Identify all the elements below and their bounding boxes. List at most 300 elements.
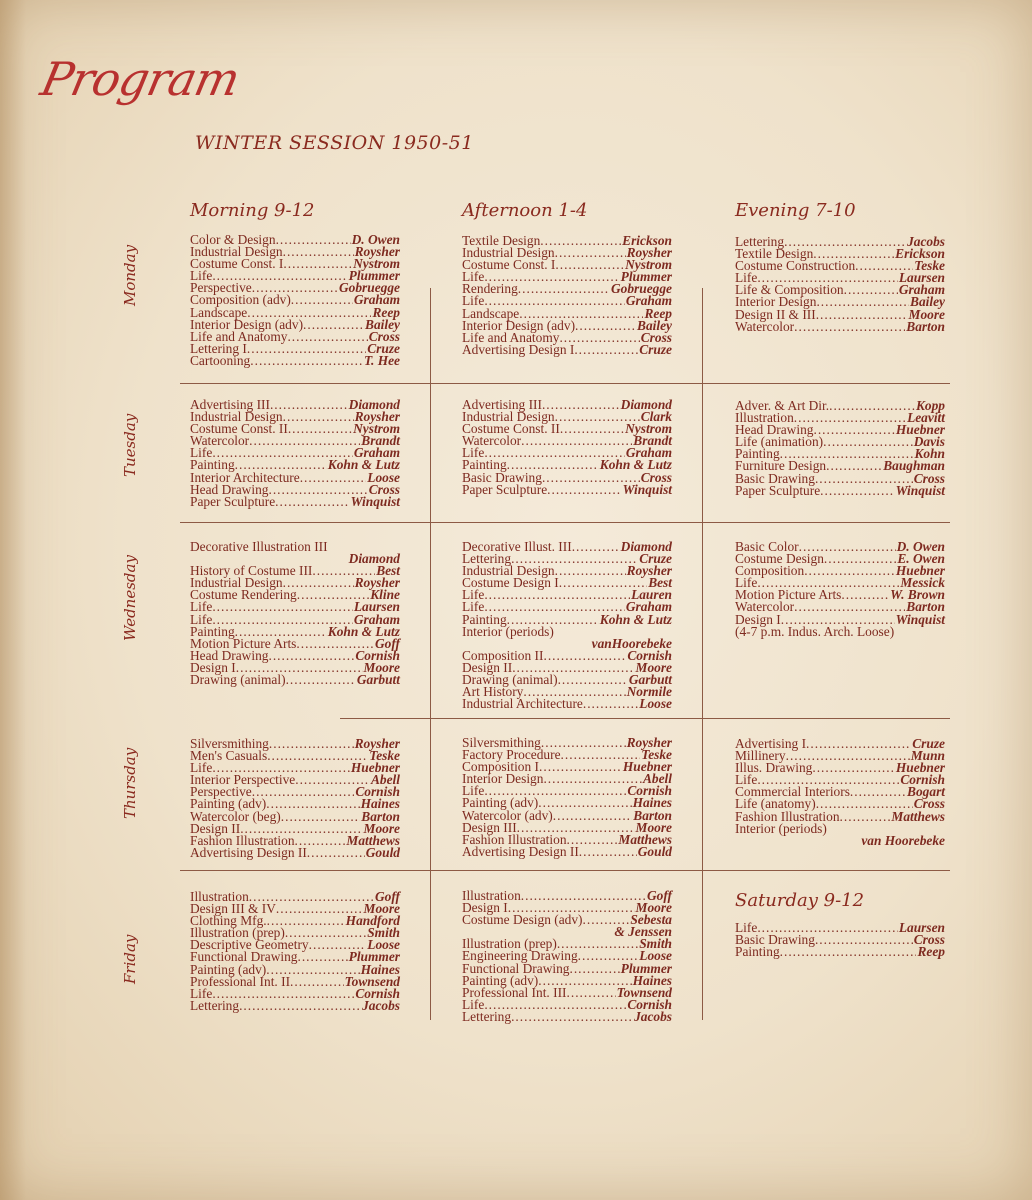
course-name: Design II: [462, 659, 513, 675]
course-name: Landscape: [190, 304, 248, 320]
course-name: Paper Sculpture: [190, 493, 276, 509]
cell-friday-afternoon: [462, 890, 672, 1023]
course-name: Perspective: [190, 784, 252, 800]
dot-leader: [558, 674, 628, 686]
dot-leader: [287, 331, 367, 343]
course-name: Textile Design: [462, 233, 541, 248]
instructor-name: Cornish: [355, 784, 400, 800]
course-name: Advertising I: [735, 736, 807, 751]
dot-leader: [816, 296, 909, 308]
dot-leader: [804, 565, 895, 577]
divider-vertical: [430, 718, 431, 870]
instructor-name: Davis: [913, 434, 945, 450]
cell-monday-afternoon: [462, 235, 672, 356]
course-name: Lettering I: [190, 340, 247, 356]
course-row: [462, 341, 672, 357]
instructor-name: Winquist: [895, 482, 945, 498]
instructor-name: Plummer: [620, 269, 672, 285]
instructor-name: Jacobs: [907, 234, 945, 249]
dot-leader: [247, 343, 366, 355]
instructor-name: Kohn & Lutz: [327, 457, 400, 473]
course-name: Composition II: [462, 647, 544, 663]
course-name: Life: [462, 599, 485, 615]
instructor-name: Clark: [640, 409, 672, 425]
instructor-name: D. Owen: [351, 232, 400, 247]
dot-leader: [239, 1000, 361, 1012]
instructor-name: Cornish: [627, 783, 672, 799]
course-name: Industrial Design: [190, 575, 283, 591]
dot-leader: [539, 761, 622, 773]
dot-leader: [823, 436, 913, 448]
dot-leader: [572, 541, 620, 553]
dot-leader: [813, 424, 894, 436]
instructor-name: D. Owen: [896, 539, 945, 554]
course-name: Fashion Illustration: [735, 808, 840, 824]
course-name: Fashion Illustration: [190, 832, 295, 848]
dot-leader: [583, 698, 638, 710]
course-name: Decorative Illust. III: [462, 539, 572, 554]
course-row: [190, 674, 400, 686]
course-name: Millinery: [735, 748, 786, 764]
instructor-name: Barton: [906, 599, 945, 615]
instructor-name: Huebner: [622, 759, 672, 775]
instructor-name: Huebner: [895, 760, 945, 776]
dot-leader: [521, 435, 632, 447]
course-name: Interior Design (adv): [190, 316, 304, 332]
dot-leader: [212, 601, 353, 613]
session-heading: WINTER SESSION 1950-51: [195, 132, 474, 154]
course-name: Life: [735, 270, 758, 286]
instructor-name: Goff: [646, 888, 672, 903]
course-name: Life: [735, 575, 758, 591]
divider-vertical: [430, 522, 431, 718]
instructor-name: Barton: [633, 807, 672, 823]
instructor-name: Best: [648, 575, 672, 591]
column-header-morning: Morning 9-12: [190, 200, 315, 221]
day-label-monday: Monday: [121, 244, 139, 306]
instructor-name: Cornish: [627, 647, 672, 663]
instructor-name: Moore: [908, 306, 945, 322]
course-row: [190, 493, 400, 509]
course-name: Functional Drawing: [462, 960, 570, 976]
course-name: Life: [190, 445, 213, 461]
instructor-name: Townsend: [344, 973, 400, 989]
course-row: [735, 623, 945, 639]
dot-leader: [275, 496, 349, 508]
instructor-name: Moore: [363, 659, 400, 675]
course-name: Life and Anatomy: [462, 329, 560, 345]
dot-leader: [829, 400, 915, 412]
course-name: Painting: [190, 457, 235, 473]
course-row: [735, 318, 945, 334]
instructor-name: Abell: [370, 772, 400, 788]
instructor-name: Cross: [640, 329, 672, 345]
course-name: Silversmithing: [190, 736, 269, 751]
instructor-name: Goff: [374, 635, 400, 651]
course-name: Industrial Design: [462, 245, 555, 261]
course-name: Interior Design: [735, 294, 817, 310]
course-name: Industrial Design: [190, 409, 283, 425]
course-name: Industrial Design: [462, 563, 555, 579]
cell-saturday-morning: [735, 922, 945, 958]
course-name: Life: [462, 783, 485, 799]
course-name: Life: [735, 920, 758, 935]
instructor-name: Lauren: [631, 587, 672, 603]
dot-leader: [249, 435, 360, 447]
course-name: Watercolor (adv): [462, 807, 553, 823]
course-name: Life and Anatomy: [190, 328, 288, 344]
instructor-name: Bogart: [907, 784, 945, 800]
instructor-name: Roysher: [354, 409, 400, 425]
instructor-name: Normile: [626, 684, 672, 700]
course-name: Industrial Design: [190, 244, 283, 260]
dot-leader: [794, 321, 905, 333]
course-name: Composition: [735, 563, 805, 579]
dot-leader: [543, 650, 626, 662]
dot-leader: [547, 484, 621, 496]
instructor-name: Cornish: [355, 647, 400, 663]
course-name: Costume Const. I: [190, 256, 284, 272]
instructor-name: Graham: [898, 282, 945, 298]
course-name: Descriptive Geometry: [190, 937, 309, 953]
course-name: Interior (periods): [462, 623, 554, 639]
instructor-name: vanHoorebeke: [591, 635, 672, 651]
course-name: Costume Const. I: [462, 257, 556, 273]
dot-leader: [574, 344, 638, 356]
course-name: Silversmithing: [462, 735, 541, 750]
dot-leader: [560, 423, 624, 435]
instructor-name: Cruze: [367, 340, 400, 356]
course-name: Life: [190, 268, 213, 284]
course-name: Industrial Design: [462, 409, 555, 425]
divider-vertical: [702, 522, 703, 718]
instructor-name: Graham: [353, 292, 400, 308]
course-name: Life: [190, 760, 213, 776]
dot-leader: [276, 234, 351, 246]
instructor-name: Plummer: [348, 268, 400, 284]
course-name: Paper Sculpture: [462, 481, 548, 497]
program-title: Program: [36, 52, 244, 106]
course-name: Painting (adv): [462, 795, 539, 811]
instructor-name: Huebner: [895, 422, 945, 438]
dot-leader: [288, 423, 352, 435]
course-name: Lettering: [190, 997, 240, 1013]
course-name: Motion Picture Arts: [735, 587, 842, 603]
course-name: Functional Drawing: [190, 949, 298, 965]
course-name: Watercolor: [190, 433, 250, 449]
course-name: Painting: [735, 944, 780, 960]
instructor-name: Matthews: [346, 832, 400, 848]
dot-leader: [841, 589, 889, 601]
course-name: Lettering: [462, 1008, 512, 1024]
instructor-name: Roysher: [626, 735, 672, 750]
instructor-name: Haines: [360, 961, 400, 977]
instructor-name: Gobruegge: [339, 280, 400, 296]
column-header-afternoon: Afternoon 1-4: [462, 200, 588, 221]
course-name: Life: [190, 611, 213, 627]
dot-leader: [816, 309, 908, 321]
dot-leader: [820, 485, 894, 497]
course-name: Head Drawing: [735, 422, 814, 438]
instructor-name: Cruze: [639, 551, 672, 567]
course-name: Perspective: [190, 280, 252, 296]
instructor-name: Graham: [625, 445, 672, 461]
course-name: Basic Color: [735, 539, 799, 554]
instructor-name: Goff: [374, 889, 400, 904]
instructor-name: Cross: [368, 481, 400, 497]
cell-thursday-morning: [190, 738, 400, 859]
instructor-name: Plummer: [348, 949, 400, 965]
course-name: Clothing Mfg.: [190, 913, 267, 929]
instructor-name: Cross: [913, 796, 945, 812]
course-name: Illus. Drawing: [735, 760, 813, 776]
course-name: Interior Perspective: [190, 772, 296, 788]
dot-leader: [569, 963, 619, 975]
instructor-name: Haines: [632, 972, 672, 988]
instructor-name: Gobruegge: [611, 281, 672, 297]
dot-leader: [291, 294, 353, 306]
dot-leader: [553, 810, 633, 822]
course-name: Design II & III: [735, 306, 816, 322]
cell-wednesday-evening: [735, 541, 945, 638]
divider-vertical: [702, 383, 703, 523]
course-name: Life: [462, 587, 485, 603]
course-name: Costume Design: [735, 551, 824, 567]
course-name: Painting (adv): [190, 961, 267, 977]
cell-tuesday-afternoon: [462, 399, 672, 496]
instructor-name: Reep: [372, 304, 400, 320]
instructor-name: Nystrom: [625, 421, 672, 437]
divider-vertical: [702, 870, 703, 1020]
instructor-name: Smith: [639, 936, 672, 952]
course-name: Painting (adv): [462, 972, 539, 988]
instructor-name: Bailey: [910, 294, 945, 310]
course-row: [735, 832, 945, 848]
instructor-name: Cruze: [912, 736, 945, 751]
divider-vertical: [702, 718, 703, 870]
course-name: Painting: [462, 611, 507, 627]
course-name: Costume Const. II: [190, 421, 288, 437]
instructor-name: van Hoorebeke: [861, 832, 945, 848]
instructor-name: Munn: [910, 748, 945, 764]
dot-leader: [826, 460, 882, 472]
course-name: Commercial Interiors: [735, 784, 850, 800]
instructor-name: Winquist: [622, 481, 672, 497]
course-name: Costume Design I: [462, 575, 559, 591]
cell-wednesday-afternoon: [462, 541, 672, 710]
course-name: Painting: [735, 446, 780, 462]
instructor-name: Garbutt: [356, 672, 400, 688]
course-name: Decorative Illustration III: [190, 539, 328, 554]
course-name: Painting (adv): [190, 796, 267, 812]
divider-vertical: [702, 288, 703, 383]
instructor-name: Huebner: [350, 760, 400, 776]
saturday-heading: Saturday 9-12: [735, 890, 865, 911]
instructor-name: Haines: [360, 796, 400, 812]
instructor-name: Cornish: [627, 996, 672, 1012]
column-header-evening: Evening 7-10: [735, 200, 856, 221]
course-name: Paper Sculpture: [735, 482, 821, 498]
course-name: Cartooning: [190, 352, 251, 368]
instructor-name: Moore: [363, 901, 400, 917]
instructor-name: Teske: [369, 748, 400, 764]
divider-horizontal: [180, 383, 950, 384]
instructor-name: Cross: [913, 932, 945, 948]
course-name: Motion Picture Arts: [190, 635, 297, 651]
course-row: [190, 352, 400, 368]
instructor-name: Cross: [368, 328, 400, 344]
course-name: Advertising Design I: [462, 341, 575, 357]
instructor-name: Cross: [640, 469, 672, 485]
course-name: Life: [735, 772, 758, 788]
instructor-name: Reep: [644, 305, 672, 321]
instructor-name: Brandt: [361, 433, 400, 449]
divider-vertical: [430, 383, 431, 523]
course-name: Lettering: [462, 551, 512, 567]
course-name: Furniture Design: [735, 458, 827, 474]
divider-horizontal: [180, 870, 950, 871]
instructor-name: Kline: [370, 587, 400, 603]
course-name: Interior Design: [462, 771, 544, 787]
instructor-name: Kohn & Lutz: [599, 457, 672, 473]
dot-leader: [300, 472, 367, 484]
instructor-name: Graham: [625, 293, 672, 309]
instructor-name: Jacobs: [362, 997, 400, 1013]
dot-leader: [521, 890, 646, 902]
course-name: Watercolor: [735, 599, 795, 615]
instructor-name: Graham: [353, 611, 400, 627]
course-name: Basic Drawing: [735, 470, 815, 486]
dot-leader: [824, 553, 896, 565]
dot-leader: [303, 319, 364, 331]
instructor-name: Bailey: [365, 316, 400, 332]
dot-leader: [250, 355, 363, 367]
cell-thursday-evening: [735, 738, 945, 847]
dot-leader: [806, 738, 911, 750]
instructor-name: Laursen: [898, 920, 945, 935]
course-name: Life (animation): [735, 434, 824, 450]
course-row: [462, 843, 672, 859]
dot-leader: [850, 786, 906, 798]
course-name: Design I: [735, 611, 781, 627]
course-name: Rendering: [462, 281, 518, 297]
course-name: Interior Design (adv): [462, 317, 576, 333]
dot-leader: [252, 786, 355, 798]
course-name: Design III & IV: [190, 901, 276, 917]
course-name: Design I: [462, 900, 508, 916]
course-name: Interior Architecture: [190, 469, 300, 485]
instructor-name: Cross: [913, 470, 945, 486]
dot-leader: [283, 411, 354, 423]
instructor-name: Jacobs: [634, 1008, 672, 1024]
instructor-name: E. Owen: [897, 551, 945, 567]
divider-horizontal: [180, 522, 950, 523]
dot-leader: [268, 650, 354, 662]
instructor-name: Best: [376, 563, 400, 579]
course-name: Design II: [190, 820, 241, 836]
instructor-name: Cornish: [355, 985, 400, 1001]
course-name: Composition (adv): [190, 292, 291, 308]
dot-leader: [511, 1011, 633, 1023]
instructor-name: Barton: [906, 318, 945, 334]
divider-vertical: [430, 870, 431, 1020]
dot-leader: [840, 811, 891, 823]
dot-leader: [794, 601, 905, 613]
dot-leader: [307, 847, 365, 859]
instructor-name: Diamond: [348, 551, 400, 567]
course-name: Lettering: [735, 234, 785, 249]
cell-monday-morning: [190, 234, 400, 367]
course-name: Life & Composition: [735, 282, 844, 298]
course-name: Fashion Illustration: [462, 831, 567, 847]
cell-monday-evening: [735, 236, 945, 333]
instructor-name: Nystrom: [625, 257, 672, 273]
course-name: Composition I: [462, 759, 540, 775]
day-label-wednesday: Wednesday: [121, 555, 139, 641]
course-name: Color & Design: [190, 232, 276, 247]
dot-leader: [518, 283, 610, 295]
course-name: History of Costume III: [190, 563, 313, 579]
instructor-name: Baughman: [883, 458, 945, 474]
instructor-name: Roysher: [354, 736, 400, 751]
course-name: Textile Design: [735, 246, 814, 262]
instructor-name: Bailey: [637, 317, 672, 333]
cell-wednesday-morning: [190, 541, 400, 686]
dot-leader: [281, 811, 361, 823]
course-name: Men's Casuals: [190, 748, 268, 764]
instructor-name: Kohn & Lutz: [327, 623, 400, 639]
dot-leader: [269, 738, 354, 750]
course-name: Design I: [190, 659, 236, 675]
course-name: Art History: [462, 684, 524, 700]
instructor-name: Diamond: [620, 397, 672, 412]
instructor-name: Diamond: [348, 397, 400, 412]
course-name: Painting: [462, 457, 507, 473]
instructor-name: Leavitt: [907, 410, 945, 426]
page-spine-shadow: [0, 0, 26, 1200]
course-name: Factory Procedure: [462, 747, 561, 763]
instructor-name: Sebesta: [630, 912, 672, 928]
course-name: Advertising III: [190, 397, 270, 412]
course-name: Life (anatomy): [735, 796, 816, 812]
course-row: [190, 844, 400, 860]
instructor-name: Cornish: [900, 772, 945, 788]
instructor-name: Teske: [641, 747, 672, 763]
instructor-name: Kohn: [914, 446, 945, 462]
instructor-name: Smith: [367, 925, 400, 941]
course-name: Watercolor: [462, 433, 522, 449]
dot-leader: [283, 258, 352, 270]
course-name: (4-7 p.m. Indus. Arch. Loose): [735, 623, 895, 639]
course-name: Life: [190, 599, 213, 615]
course-name: Drawing (animal): [190, 672, 286, 688]
course-name: Illustration: [462, 888, 521, 903]
course-row: [462, 1008, 672, 1024]
instructor-name: Kohn & Lutz: [599, 611, 672, 627]
day-label-tuesday: Tuesday: [121, 413, 139, 477]
instructor-name: Handford: [345, 913, 400, 929]
instructor-name: T. Hee: [364, 352, 400, 368]
instructor-name: Garbutt: [628, 672, 672, 688]
instructor-name: Laursen: [353, 599, 400, 615]
instructor-name: Nystrom: [353, 256, 400, 272]
dot-leader: [555, 259, 624, 271]
dot-leader: [286, 674, 356, 686]
course-name: Interior (periods): [735, 820, 827, 836]
dot-leader: [290, 976, 344, 988]
course-name: Life: [462, 996, 485, 1012]
course-name: Head Drawing: [190, 647, 269, 663]
